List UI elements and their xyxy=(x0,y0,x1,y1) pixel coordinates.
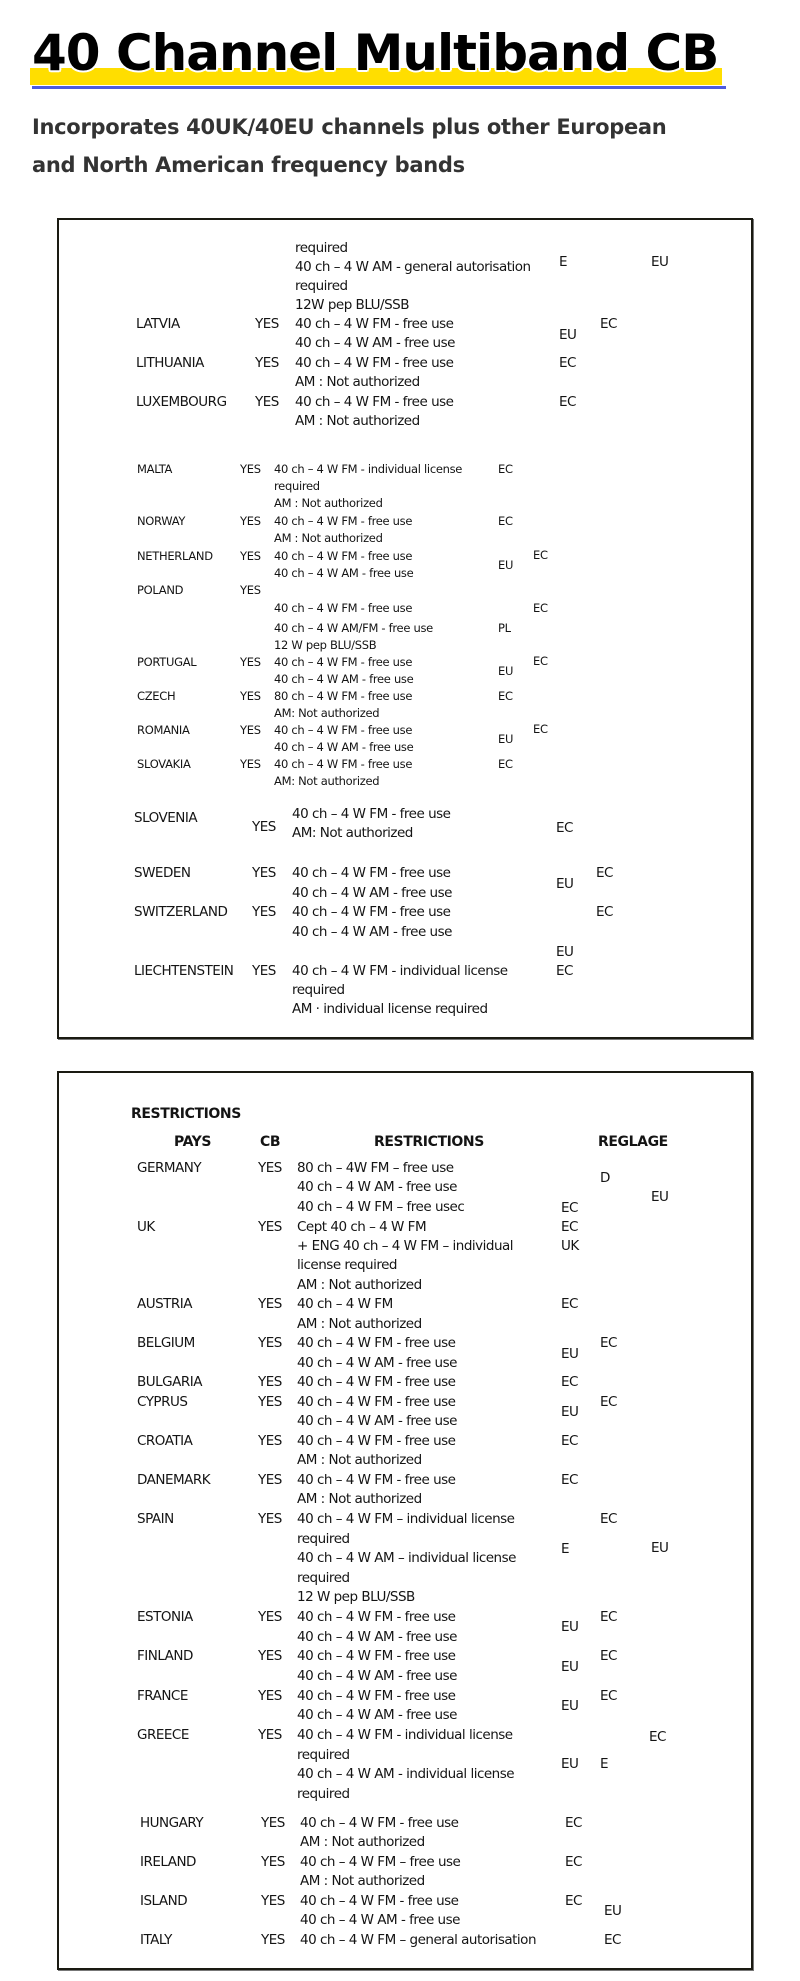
title-underline xyxy=(32,86,726,89)
restriction-line: 40 ch – 4 W FM - free use xyxy=(274,723,413,737)
restriction-line: Cept 40 ch – 4 W FM xyxy=(297,1219,427,1235)
reglage-code: E xyxy=(561,1541,570,1557)
reglage-code: EC xyxy=(533,548,548,562)
reglage-code: EU xyxy=(561,1659,579,1675)
restriction-line: 40 ch – 4 W FM - free use xyxy=(300,1893,459,1909)
restriction-line: 40 ch – 4 W FM - free use xyxy=(297,1648,456,1664)
reglage-code: EU xyxy=(556,944,574,960)
reglage-code: EC xyxy=(565,1893,582,1909)
reglage-code: EC xyxy=(533,654,548,668)
subtitle-line-2: and North American frequency bands xyxy=(32,153,465,177)
reglage-code: EC xyxy=(561,1472,578,1488)
reglage-code: EU xyxy=(561,1619,579,1635)
restriction-line: AM : Not authorized xyxy=(300,1834,425,1850)
country-name: LUXEMBOURG xyxy=(136,394,227,410)
cb-status: YES xyxy=(261,1893,285,1909)
country-name: CZECH xyxy=(137,689,176,703)
country-name: LITHUANIA xyxy=(136,355,204,371)
country-name: NORWAY xyxy=(137,514,186,528)
cb-status: YES xyxy=(252,865,276,881)
country-name: ESTONIA xyxy=(137,1609,193,1625)
cb-status: YES xyxy=(261,1854,285,1870)
restriction-line: 40 ch – 4 W FM - free use xyxy=(295,316,454,332)
restriction-line: 40 ch – 4 W FM - free use xyxy=(292,904,451,920)
restriction-line: 40 ch – 4 W FM - free use xyxy=(292,865,451,881)
restriction-line: AM : Not authorized xyxy=(297,1452,422,1468)
reglage-code: E xyxy=(559,254,568,270)
restriction-line: 40 ch – 4 W AM - free use xyxy=(292,885,452,901)
restriction-line: 40 ch – 4 W FM - free use xyxy=(297,1472,456,1488)
restriction-line: 40 ch – 4 W AM – individual license xyxy=(297,1550,516,1566)
restriction-line: 40 ch – 4 W FM - free use xyxy=(295,355,454,371)
restriction-line: 12 W pep BLU/SSB xyxy=(297,1589,415,1605)
country-name: CYPRUS xyxy=(137,1394,188,1410)
reglage-code: EU xyxy=(561,1756,579,1772)
column-header-reglage: REGLAGE xyxy=(598,1134,668,1150)
restriction-line: 40 ch – 4 W AM - free use xyxy=(274,672,414,686)
restriction-line: 40 ch – 4 W FM - free use xyxy=(300,1815,459,1831)
restriction-line: AM : Not authorized xyxy=(295,413,420,429)
cb-status: YES xyxy=(240,757,261,771)
reglage-code: EC xyxy=(565,1815,582,1831)
restriction-line: 40 ch – 4 W FM - free use xyxy=(297,1688,456,1704)
restriction-line: 40 ch – 4 W FM - free use xyxy=(274,601,413,615)
reglage-code: EC xyxy=(561,1296,578,1312)
country-name: SLOVENIA xyxy=(134,810,198,826)
country-name: SWEDEN xyxy=(134,865,191,881)
reglage-code: EC xyxy=(596,865,613,881)
reglage-code: EC xyxy=(600,316,617,332)
reglage-code: EC xyxy=(565,1854,582,1870)
restriction-line: required xyxy=(297,1747,350,1763)
restriction-line: 40 ch – 4 W AM - free use xyxy=(295,335,455,351)
reglage-code: EU xyxy=(604,1903,622,1919)
reglage-code: EU xyxy=(498,558,514,572)
country-name: GERMANY xyxy=(137,1160,202,1176)
country-name: FINLAND xyxy=(137,1648,193,1664)
reglage-code: EC xyxy=(559,355,576,371)
reglage-code: EC xyxy=(561,1433,578,1449)
country-name: HUNGARY xyxy=(140,1815,204,1831)
reglage-code: EC xyxy=(604,1932,621,1948)
restriction-line: 40 ch – 4 W AM - individual license xyxy=(297,1766,515,1782)
reglage-code: EC xyxy=(559,394,576,410)
cb-status: YES xyxy=(255,316,279,332)
reglage-code: EC xyxy=(556,963,573,979)
restriction-line: 40 ch – 4 W FM – general autorisation xyxy=(300,1932,536,1948)
restriction-line: 40 ch – 4 W FM xyxy=(297,1296,393,1312)
restriction-line: 40 ch – 4 W FM - free use xyxy=(274,514,413,528)
cb-status: YES xyxy=(258,1219,282,1235)
reglage-code: EU xyxy=(561,1698,579,1714)
restriction-line: AM: Not authorized xyxy=(274,774,380,788)
country-name: ITALY xyxy=(140,1932,172,1948)
restriction-line: 40 ch – 4 W AM - free use xyxy=(297,1707,457,1723)
restriction-line: 40 ch – 4 W AM/FM - free use xyxy=(274,621,433,635)
cb-status: YES xyxy=(240,689,261,703)
restriction-line: required xyxy=(274,479,320,493)
restriction-line: + ENG 40 ch – 4 W FM – individual xyxy=(297,1238,514,1254)
reglage-code: EC xyxy=(600,1688,617,1704)
subtitle-line-1: Incorporates 40UK/40EU channels plus other European xyxy=(32,115,667,139)
reglage-code: EC xyxy=(498,689,513,703)
restriction-line: AM : Not authorized xyxy=(274,531,383,545)
country-name: PORTUGAL xyxy=(137,655,197,669)
cb-status: YES xyxy=(255,355,279,371)
cb-status: YES xyxy=(258,1688,282,1704)
country-name: SLOVAKIA xyxy=(137,757,191,771)
cb-status: YES xyxy=(261,1932,285,1948)
reglage-code: EC xyxy=(600,1511,617,1527)
cb-status: YES xyxy=(240,514,261,528)
reglage-code: EC xyxy=(498,757,513,771)
reglage-code: EC xyxy=(600,1394,617,1410)
reglage-code: EU xyxy=(651,1189,669,1205)
restriction-line: AM · individual license required xyxy=(292,1001,488,1017)
restriction-line: 40 ch – 4 W FM - free use xyxy=(274,757,413,771)
restriction-line: 40 ch – 4 W FM - individual license xyxy=(292,963,508,979)
restriction-line: 80 ch – 4W FM – free use xyxy=(297,1160,454,1176)
cb-status: YES xyxy=(255,394,279,410)
restriction-line: AM : Not authorized xyxy=(297,1491,422,1507)
country-name: CROATIA xyxy=(137,1433,193,1449)
country-name: ROMANIA xyxy=(137,723,190,737)
restriction-line: 40 ch – 4 W FM - free use xyxy=(297,1374,456,1390)
reglage-code: EU xyxy=(559,327,577,343)
reglage-code: EC xyxy=(600,1335,617,1351)
cb-status: YES xyxy=(258,1472,282,1488)
country-name: GREECE xyxy=(137,1727,189,1743)
restriction-line: AM : Not authorized xyxy=(297,1316,422,1332)
restriction-line: required xyxy=(295,278,348,294)
country-name: LATVIA xyxy=(136,316,180,332)
reglage-code: D xyxy=(600,1170,610,1186)
restriction-line: 40 ch – 4 W FM - free use xyxy=(274,655,413,669)
restriction-line: license required xyxy=(297,1257,397,1273)
cb-status: YES xyxy=(252,963,276,979)
reglage-code: EU xyxy=(561,1404,579,1420)
page-header xyxy=(28,22,728,92)
restriction-line: 40 ch – 4 W AM - free use xyxy=(297,1179,457,1195)
country-name: FRANCE xyxy=(137,1688,188,1704)
reglage-code: EU xyxy=(498,664,514,678)
reglage-code: EC xyxy=(498,462,513,476)
country-name: SWITZERLAND xyxy=(134,904,228,920)
restriction-line: 40 ch – 4 W AM - free use xyxy=(297,1629,457,1645)
restriction-line: 40 ch – 4 W FM - free use xyxy=(292,806,451,822)
restriction-line: 40 ch – 4 W FM - free use xyxy=(297,1609,456,1625)
reglage-code: EC xyxy=(600,1648,617,1664)
reglage-code: EU xyxy=(651,254,669,270)
restriction-line: required xyxy=(297,1570,350,1586)
restriction-line: AM : Not authorized xyxy=(295,374,420,390)
reglage-code: EC xyxy=(498,514,513,528)
cb-status: YES xyxy=(258,1727,282,1743)
reglage-code: EU xyxy=(498,732,514,746)
restriction-line: AM: Not authorized xyxy=(292,825,413,841)
country-name: AUSTRIA xyxy=(137,1296,193,1312)
restriction-line: required xyxy=(297,1786,350,1802)
reglage-code: EU xyxy=(561,1346,579,1362)
restriction-line: 40 ch – 4 W AM - general autorisation xyxy=(295,259,531,275)
cb-status: YES xyxy=(258,1648,282,1664)
reglage-code: EC xyxy=(596,904,613,920)
country-name: BELGIUM xyxy=(137,1335,195,1351)
restriction-line: 40 ch – 4 W FM – free usec xyxy=(297,1199,465,1215)
restrictions-table xyxy=(57,1071,753,1970)
cb-status: YES xyxy=(240,549,261,563)
restriction-line: 40 ch – 4 W FM - free use xyxy=(297,1335,456,1351)
page-subtitle xyxy=(32,108,732,184)
cb-status: YES xyxy=(240,723,261,737)
country-name: UK xyxy=(137,1219,155,1235)
restriction-line: 40 ch – 4 W FM - individual license xyxy=(274,462,463,476)
cb-status: YES xyxy=(261,1815,285,1831)
restriction-line: 40 ch – 4 W FM - free use xyxy=(297,1394,456,1410)
restriction-line: 40 ch – 4 W FM - individual license xyxy=(297,1727,513,1743)
restriction-line: required xyxy=(297,1531,350,1547)
restriction-line: 40 ch – 4 W FM – individual license xyxy=(297,1511,515,1527)
restriction-line: 12 W pep BLU/SSB xyxy=(274,638,377,652)
restriction-line: required xyxy=(295,240,348,256)
reglage-code: EC xyxy=(561,1219,578,1235)
cb-status: YES xyxy=(240,655,261,669)
cb-status: YES xyxy=(258,1296,282,1312)
restriction-line: AM : Not authorized xyxy=(300,1873,425,1889)
country-name: ISLAND xyxy=(140,1893,188,1909)
cb-status: YES xyxy=(258,1511,282,1527)
restriction-line: AM: Not authorized xyxy=(274,706,380,720)
cb-status: YES xyxy=(258,1374,282,1390)
restriction-line: 40 ch – 4 W AM - free use xyxy=(274,566,414,580)
reglage-code: EC xyxy=(533,601,548,615)
restriction-line: 40 ch – 4 W AM - free use xyxy=(274,740,414,754)
country-name: POLAND xyxy=(137,583,184,597)
cb-status: YES xyxy=(252,819,276,835)
reglage-code: EC xyxy=(561,1374,578,1390)
reglage-code: EC xyxy=(533,722,548,736)
restriction-line: 40 ch – 4 W AM - free use xyxy=(297,1668,457,1684)
restriction-line: 40 ch – 4 W AM - free use xyxy=(300,1912,460,1928)
country-name: MALTA xyxy=(137,462,173,476)
restriction-line: 12W pep BLU/SSB xyxy=(295,297,409,313)
reglage-code: EC xyxy=(649,1729,666,1745)
cb-status: YES xyxy=(258,1609,282,1625)
cb-status: YES xyxy=(258,1394,282,1410)
restriction-line: required xyxy=(292,982,345,998)
restriction-line: 40 ch – 4 W FM – free use xyxy=(300,1854,461,1870)
cb-status: YES xyxy=(258,1433,282,1449)
country-name: LIECHTENSTEIN xyxy=(134,963,234,979)
restriction-line: 40 ch – 4 W AM - free use xyxy=(297,1355,457,1371)
column-header-cb: CB xyxy=(260,1134,281,1150)
restriction-line: 40 ch – 4 W FM - free use xyxy=(274,549,413,563)
country-name: DANEMARK xyxy=(137,1472,211,1488)
cb-status: YES xyxy=(252,904,276,920)
reglage-code: EU xyxy=(556,876,574,892)
reglage-code: E xyxy=(600,1756,609,1772)
column-header-pays: PAYS xyxy=(174,1134,212,1150)
country-name: SPAIN xyxy=(137,1511,174,1527)
column-header-restrictions: RESTRICTIONS xyxy=(374,1134,484,1150)
restriction-line: 40 ch – 4 W AM - free use xyxy=(292,924,452,940)
restriction-line: 40 ch – 4 W AM - free use xyxy=(297,1413,457,1429)
regulations-table-continued xyxy=(57,218,753,1039)
reglage-code: UK xyxy=(561,1238,579,1254)
restriction-line: 80 ch – 4 W FM - free use xyxy=(274,689,413,703)
cb-status: YES xyxy=(258,1160,282,1176)
cb-status: YES xyxy=(240,462,261,476)
cb-status: YES xyxy=(240,583,261,597)
reglage-code: PL xyxy=(498,621,511,635)
reglage-code: EU xyxy=(651,1540,669,1556)
restriction-line: 40 ch – 4 W FM - free use xyxy=(295,394,454,410)
country-name: NETHERLAND xyxy=(137,549,213,563)
page-title: 40 Channel Multiband CB xyxy=(32,24,719,82)
reglage-code: EC xyxy=(556,820,573,836)
restriction-line: AM : Not authorized xyxy=(274,496,383,510)
country-name: IRELAND xyxy=(140,1854,196,1870)
country-name: BULGARIA xyxy=(137,1374,202,1390)
restriction-line: 40 ch – 4 W FM - free use xyxy=(297,1433,456,1449)
reglage-code: EC xyxy=(600,1609,617,1625)
cb-status: YES xyxy=(258,1335,282,1351)
restriction-line: AM : Not authorized xyxy=(297,1277,422,1293)
restrictions-heading: RESTRICTIONS xyxy=(131,1106,241,1122)
reglage-code: EC xyxy=(561,1200,578,1216)
